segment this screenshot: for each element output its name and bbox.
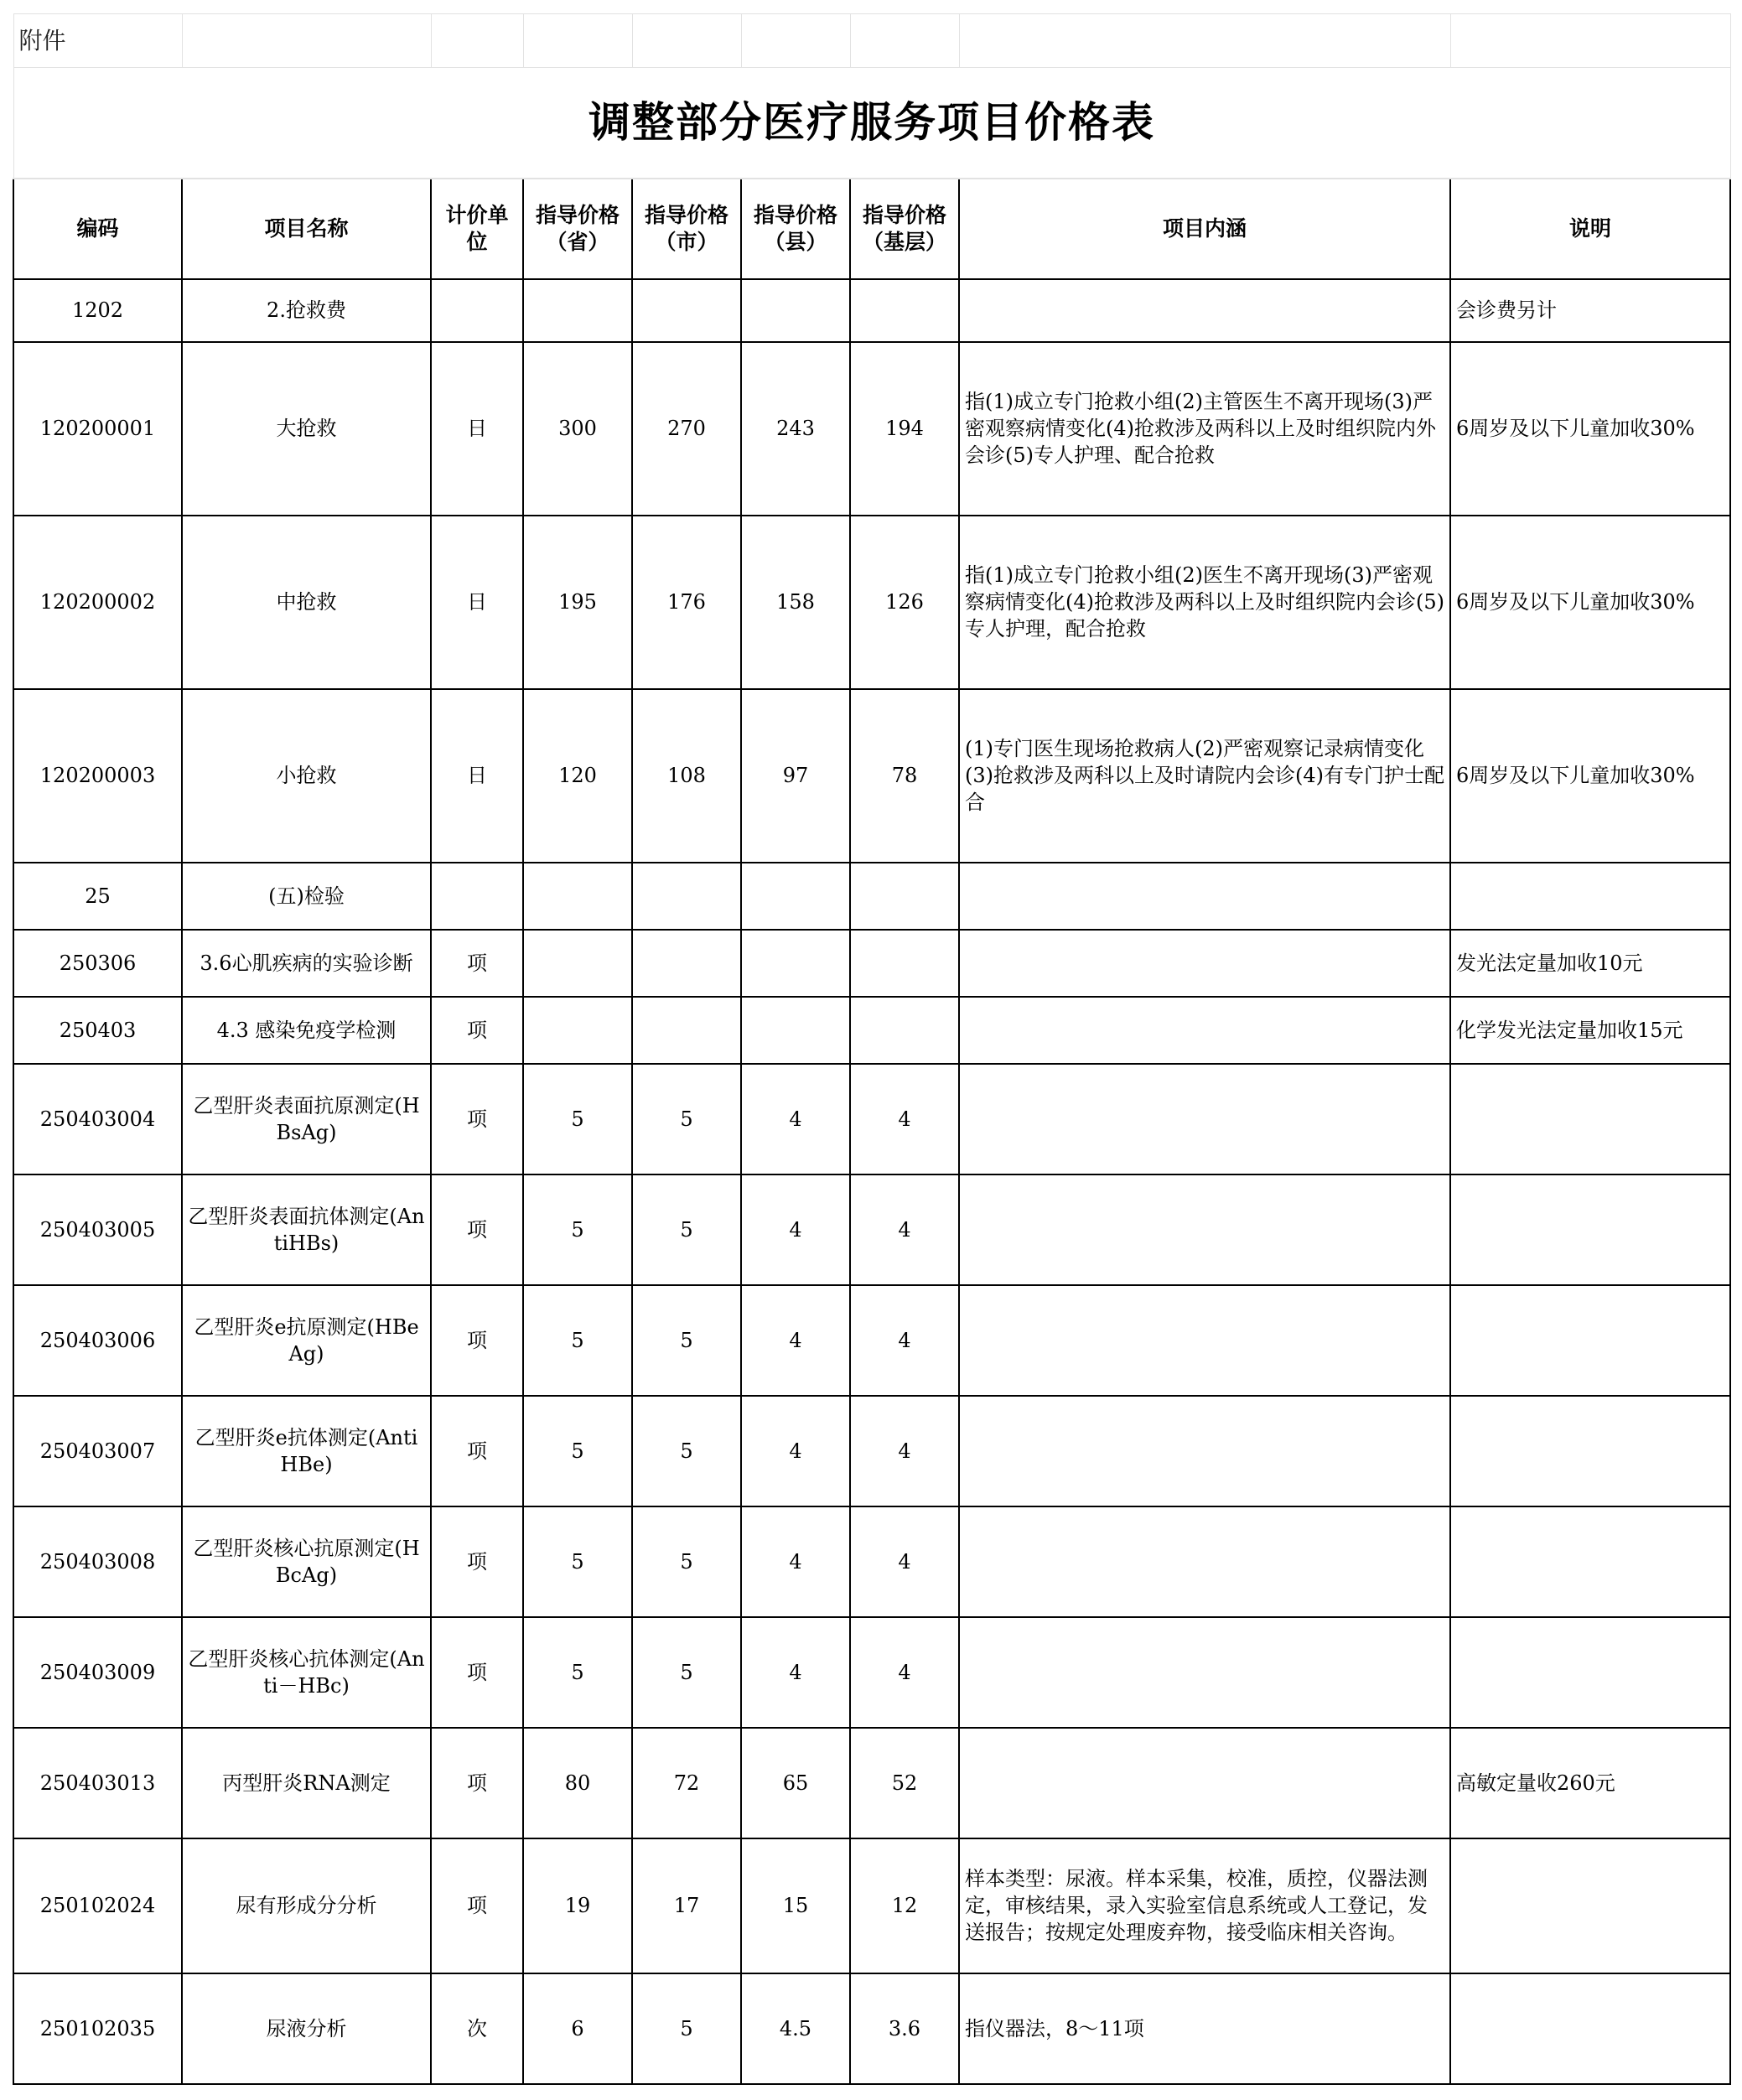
cell-content <box>959 863 1450 930</box>
cell-code: 120200003 <box>13 689 182 863</box>
cell-price-province <box>523 997 632 1064</box>
cell-price-county: 4 <box>741 1396 850 1506</box>
annex-label: 附件 <box>13 14 182 68</box>
cell-unit: 项 <box>431 1396 523 1506</box>
cell-note: 6周岁及以下儿童加收30% <box>1450 342 1730 516</box>
table-row <box>13 1285 1730 1396</box>
cell-price-county: 243 <box>741 342 850 516</box>
cell-code: 250403 <box>13 997 182 1064</box>
cell-code: 250403008 <box>13 1506 182 1617</box>
cell-price-province <box>523 930 632 997</box>
cell-code: 250403013 <box>13 1728 182 1838</box>
cell-price-basic: 4 <box>850 1285 959 1396</box>
cell-price-province: 5 <box>523 1396 632 1506</box>
header-name: 项目名称 <box>182 179 431 279</box>
cell-price-province <box>523 863 632 930</box>
cell-code: 250403005 <box>13 1174 182 1285</box>
table-row <box>13 1506 1730 1617</box>
cell-unit: 项 <box>431 997 523 1064</box>
cell-price-basic: 52 <box>850 1728 959 1838</box>
cell-name: 2.抢救费 <box>182 279 431 342</box>
header-code: 编码 <box>13 179 182 279</box>
cell-code: 250403004 <box>13 1064 182 1174</box>
table-row <box>13 279 1730 342</box>
header-price-county: 指导价格（县） <box>741 179 850 279</box>
cell-content <box>959 279 1450 342</box>
cell-name: 乙型肝炎表面抗体测定(AntiHBs) <box>182 1174 431 1285</box>
cell-name: 4.3 感染免疫学检测 <box>182 997 431 1064</box>
cell-price-province: 5 <box>523 1617 632 1728</box>
cell-price-basic: 4 <box>850 1396 959 1506</box>
cell-price-city: 5 <box>632 1396 741 1506</box>
cell-name: 乙型肝炎表面抗原测定(HBsAg) <box>182 1064 431 1174</box>
cell-price-province: 6 <box>523 1973 632 2084</box>
cell-price-county: 158 <box>741 516 850 689</box>
cell-price-county: 4 <box>741 1617 850 1728</box>
cell-price-city <box>632 279 741 342</box>
cell-price-city: 5 <box>632 1617 741 1728</box>
cell-unit: 项 <box>431 1838 523 1973</box>
cell-unit: 项 <box>431 1174 523 1285</box>
cell-name: 3.6心肌疾病的实验诊断 <box>182 930 431 997</box>
cell-price-basic: 78 <box>850 689 959 863</box>
cell-price-province: 5 <box>523 1174 632 1285</box>
cell-price-city <box>632 930 741 997</box>
table-row <box>13 342 1730 516</box>
cell-unit: 日 <box>431 342 523 516</box>
cell-content <box>959 1728 1450 1838</box>
price-table <box>13 13 1731 2085</box>
cell-code: 250403007 <box>13 1396 182 1506</box>
cell-price-city: 108 <box>632 689 741 863</box>
cell-unit: 日 <box>431 689 523 863</box>
cell-note <box>1450 1973 1730 2084</box>
page-title: 调整部分医疗服务项目价格表 <box>13 68 1730 179</box>
cell-name: 乙型肝炎核心抗体测定(Anti－HBc) <box>182 1617 431 1728</box>
cell-price-county: 4 <box>741 1285 850 1396</box>
cell-price-basic: 4 <box>850 1064 959 1174</box>
cell-price-province: 120 <box>523 689 632 863</box>
cell-price-province: 195 <box>523 516 632 689</box>
cell-price-city: 72 <box>632 1728 741 1838</box>
cell-price-basic: 4 <box>850 1506 959 1617</box>
cell-name: 乙型肝炎核心抗原测定(HBcAg) <box>182 1506 431 1617</box>
cell-price-city: 5 <box>632 1285 741 1396</box>
cell-content <box>959 1285 1450 1396</box>
cell-price-province: 80 <box>523 1728 632 1838</box>
cell-price-city: 270 <box>632 342 741 516</box>
cell-name: 中抢救 <box>182 516 431 689</box>
cell-code: 250403009 <box>13 1617 182 1728</box>
table-row <box>13 1064 1730 1174</box>
table-row <box>13 997 1730 1064</box>
cell-note <box>1450 1617 1730 1728</box>
annex-row <box>13 14 1730 68</box>
header-price-province: 指导价格（省） <box>523 179 632 279</box>
header-unit: 计价单位 <box>431 179 523 279</box>
cell-unit: 项 <box>431 1285 523 1396</box>
table-row <box>13 516 1730 689</box>
cell-code: 1202 <box>13 279 182 342</box>
cell-content <box>959 1506 1450 1617</box>
cell-price-province: 5 <box>523 1064 632 1174</box>
cell-unit <box>431 863 523 930</box>
cell-content <box>959 930 1450 997</box>
table-row <box>13 1174 1730 1285</box>
cell-price-province: 5 <box>523 1506 632 1617</box>
cell-note <box>1450 1396 1730 1506</box>
cell-note <box>1450 1285 1730 1396</box>
cell-code: 120200002 <box>13 516 182 689</box>
cell-unit: 项 <box>431 1617 523 1728</box>
table-row <box>13 930 1730 997</box>
cell-code: 25 <box>13 863 182 930</box>
cell-unit: 日 <box>431 516 523 689</box>
cell-price-city: 5 <box>632 1506 741 1617</box>
cell-content <box>959 1396 1450 1506</box>
cell-price-city: 5 <box>632 1064 741 1174</box>
cell-price-city: 17 <box>632 1838 741 1973</box>
cell-price-county: 4 <box>741 1064 850 1174</box>
table-row <box>13 1973 1730 2084</box>
table-row <box>13 863 1730 930</box>
cell-content <box>959 1174 1450 1285</box>
cell-price-county: 15 <box>741 1838 850 1973</box>
cell-note: 会诊费另计 <box>1450 279 1730 342</box>
cell-name: 大抢救 <box>182 342 431 516</box>
cell-name: 尿有形成分分析 <box>182 1838 431 1973</box>
header-content: 项目内涵 <box>959 179 1450 279</box>
cell-price-basic <box>850 930 959 997</box>
header-price-basic: 指导价格（基层） <box>850 179 959 279</box>
cell-name: 乙型肝炎e抗体测定(AntiHBe) <box>182 1396 431 1506</box>
cell-note: 化学发光法定量加收15元 <box>1450 997 1730 1064</box>
cell-price-city: 5 <box>632 1174 741 1285</box>
cell-price-basic <box>850 997 959 1064</box>
cell-price-basic: 12 <box>850 1838 959 1973</box>
cell-content <box>959 1064 1450 1174</box>
cell-price-county: 97 <box>741 689 850 863</box>
cell-price-county <box>741 997 850 1064</box>
cell-price-basic: 126 <box>850 516 959 689</box>
cell-code: 250403006 <box>13 1285 182 1396</box>
cell-price-city: 5 <box>632 1973 741 2084</box>
cell-content <box>959 997 1450 1064</box>
cell-note: 发光法定量加收10元 <box>1450 930 1730 997</box>
cell-price-county <box>741 863 850 930</box>
cell-content: 指(1)成立专门抢救小组(2)医生不离开现场(3)严密观察病情变化(4)抢救涉及两科以上及时组织院内会诊(5)专人护理，配合抢救 <box>959 516 1450 689</box>
cell-content: 指仪器法，8～11项 <box>959 1973 1450 2084</box>
table-row <box>13 1617 1730 1728</box>
cell-price-city <box>632 997 741 1064</box>
cell-price-county: 4 <box>741 1174 850 1285</box>
cell-price-province: 19 <box>523 1838 632 1973</box>
cell-price-province: 5 <box>523 1285 632 1396</box>
cell-name: 小抢救 <box>182 689 431 863</box>
cell-price-basic: 3.6 <box>850 1973 959 2084</box>
header-row <box>13 179 1730 279</box>
table-row <box>13 1396 1730 1506</box>
cell-content: 样本类型：尿液。样本采集，校准，质控，仪器法测定，审核结果，录入实验室信息系统或人工登记，发送报告；按规定处理废弃物，接受临床相关咨询。 <box>959 1838 1450 1973</box>
cell-price-basic: 194 <box>850 342 959 516</box>
cell-price-province <box>523 279 632 342</box>
cell-price-city: 176 <box>632 516 741 689</box>
cell-note <box>1450 1838 1730 1973</box>
cell-price-county: 65 <box>741 1728 850 1838</box>
price-sheet <box>13 13 1729 2085</box>
cell-unit <box>431 279 523 342</box>
cell-content: 指(1)成立专门抢救小组(2)主管医生不离开现场(3)严密观察病情变化(4)抢救涉及两科以上及时组织院内外会诊(5)专人护理、配合抢救 <box>959 342 1450 516</box>
cell-note: 6周岁及以下儿童加收30% <box>1450 689 1730 863</box>
cell-name: 丙型肝炎RNA测定 <box>182 1728 431 1838</box>
table-row <box>13 1728 1730 1838</box>
cell-price-province: 300 <box>523 342 632 516</box>
cell-note: 高敏定量收260元 <box>1450 1728 1730 1838</box>
cell-price-basic: 4 <box>850 1617 959 1728</box>
cell-price-basic: 4 <box>850 1174 959 1285</box>
cell-name: 尿液分析 <box>182 1973 431 2084</box>
cell-note: 6周岁及以下儿童加收30% <box>1450 516 1730 689</box>
header-price-city: 指导价格（市） <box>632 179 741 279</box>
cell-name: (五)检验 <box>182 863 431 930</box>
cell-unit: 项 <box>431 1506 523 1617</box>
cell-name: 乙型肝炎e抗原测定(HBeAg) <box>182 1285 431 1396</box>
cell-unit: 项 <box>431 1064 523 1174</box>
cell-content <box>959 1617 1450 1728</box>
cell-price-basic <box>850 863 959 930</box>
cell-code: 250102024 <box>13 1838 182 1973</box>
table-row <box>13 1838 1730 1973</box>
table-row <box>13 689 1730 863</box>
cell-price-county <box>741 930 850 997</box>
title-row <box>13 68 1730 179</box>
cell-price-county: 4 <box>741 1506 850 1617</box>
cell-note <box>1450 1064 1730 1174</box>
cell-code: 250306 <box>13 930 182 997</box>
cell-note <box>1450 863 1730 930</box>
cell-price-county <box>741 279 850 342</box>
cell-unit: 项 <box>431 930 523 997</box>
cell-unit: 次 <box>431 1973 523 2084</box>
cell-unit: 项 <box>431 1728 523 1838</box>
header-note: 说明 <box>1450 179 1730 279</box>
cell-code: 250102035 <box>13 1973 182 2084</box>
cell-price-city <box>632 863 741 930</box>
cell-code: 120200001 <box>13 342 182 516</box>
cell-note <box>1450 1506 1730 1617</box>
cell-price-county: 4.5 <box>741 1973 850 2084</box>
cell-price-basic <box>850 279 959 342</box>
cell-note <box>1450 1174 1730 1285</box>
cell-content: (1)专门医生现场抢救病人(2)严密观察记录病情变化(3)抢救涉及两科以上及时请院内会诊(4)有专门护士配合 <box>959 689 1450 863</box>
